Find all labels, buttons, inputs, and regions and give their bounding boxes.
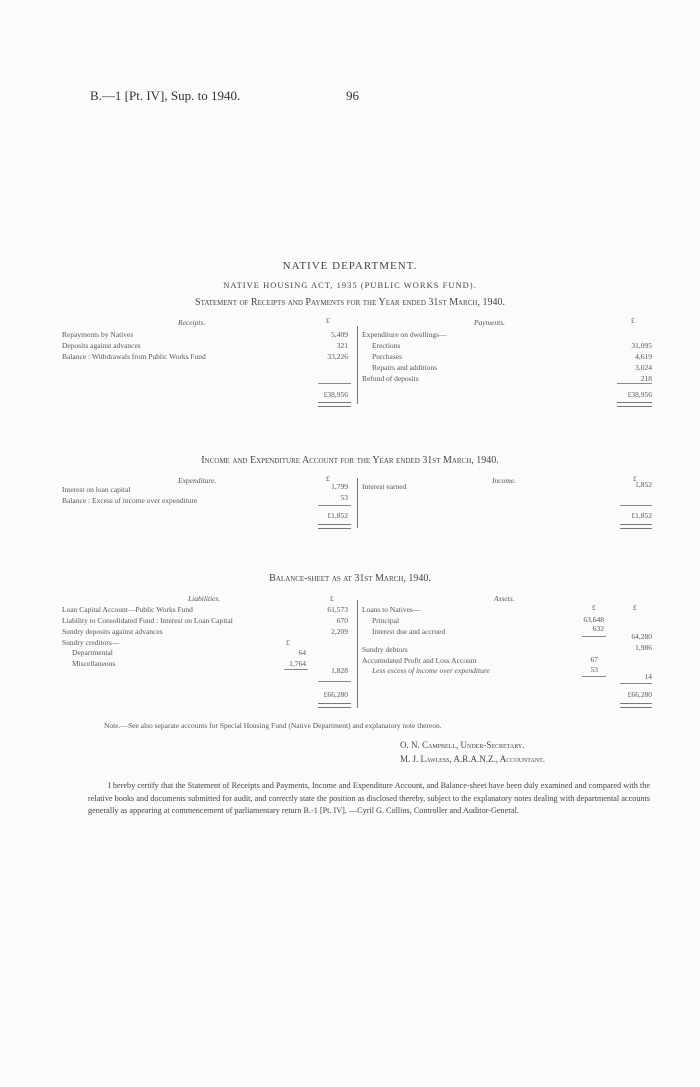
creditors-subheading: Sundry creditors— [62,638,120,647]
total-rule [318,681,351,682]
creditor-label: Departmental [72,648,113,657]
pound-sign: £ [326,474,330,483]
liability-label: Loan Capital Account—Public Works Fund [62,605,193,614]
loan-label: Interest due and accrued [372,627,446,636]
pound-sign: £ [592,603,596,612]
payment-value: 4,619 [635,352,652,361]
profit-loss-value: 67 [590,655,598,664]
assets-heading: Assets. [494,594,515,603]
column-divider [357,326,358,404]
income-label: Interest earned [362,482,407,491]
pound-sign: £ [326,316,330,325]
receipts-total: £38,956 [323,390,348,399]
department-title: NATIVE DEPARTMENT. [282,260,418,272]
debtors-value: 1,986 [635,643,652,652]
payments-total: £38,956 [627,390,652,399]
column-divider [357,478,358,528]
income-heading: Income. [492,476,516,485]
creditors-total: 1,828 [331,666,348,675]
pound-sign: £ [633,603,637,612]
page-number: 96 [346,88,359,103]
payments-subheading: Expenditure on dwellings— [362,330,447,339]
receipts-heading: Receipts. [178,318,206,327]
liability-value: 2,209 [331,627,348,636]
less-excess-label: Less excess of income over expenditure [372,666,490,675]
audit-certificate: I hereby certify that the Statement of Receipts and Payments, Income and Expenditure Account, and Balance-sheet have been duly examined and compared with the relative books and documents submitted for audit, and correctly state the position as disclosed thereby, subject to the explanatory notes dealing with departmental accounts generally as appearing at commencement of parliamentary return B.-1 [Pt. IV]. —Cyril G. Collins, Controller and Auditor-General. [88,781,650,815]
total-rule [318,505,351,506]
total-rule [318,383,351,384]
payment-value: 218 [640,374,652,383]
receipt-value: 33,226 [327,352,348,361]
double-rule [318,402,351,407]
payment-value: 31,095 [631,341,652,350]
loans-subheading: Loans to Natives— [362,605,421,614]
liability-label: Liability to Consolidated Fund : Interest on Loan Capital [62,616,233,625]
payment-label: Erections [372,341,401,350]
pound-sign: £ [633,474,637,483]
payments-heading: Payments. [474,318,506,327]
balance-sheet-title: Balance-sheet as at 31st March, 1940. [269,573,431,584]
loan-value: 632 [592,624,604,633]
liability-value: 670 [336,616,348,625]
income-total: £1,852 [631,511,652,520]
expenditure-value: 1,799 [331,482,348,491]
pound-sign: £ [631,316,635,325]
loan-label: Principal [372,616,400,625]
receipt-label: Deposits against advances [62,341,141,350]
total-rule [620,683,652,684]
expenditure-label: Balance : Excess of income over expenditure [62,496,198,505]
liability-label: Sundry deposits against advances [62,627,163,636]
expenditure-total: £1,852 [327,511,348,520]
expenditure-value: 53 [340,493,348,502]
double-rule [318,524,351,529]
note: Note.—See also separate accounts for Special Housing Fund (Native Department) and explanatory note thereon. [104,721,442,730]
liabilities-heading: Liabilities. [188,594,221,603]
receipt-label: Balance : Withdrawals from Public Works Fund [62,352,206,361]
creditor-value: 1,764 [289,659,306,668]
payment-label: Purchases [372,352,402,361]
income-expenditure-title: Income and Expenditure Account for the Year ended 31st March, 1940. [201,455,499,466]
total-rule [620,505,652,506]
pound-sign: £ [286,638,290,647]
creditor-label: Miscellaneous [72,659,116,668]
payment-value: 3,024 [635,363,652,372]
creditor-value: 64 [298,648,306,657]
assets-total: £66,280 [627,690,652,699]
expenditure-heading: Expenditure. [178,476,217,485]
double-rule [620,703,652,708]
signature-accountant: M. J. Lawless, A.R.A.N.Z., Accountant. [400,754,546,764]
column-divider [357,600,358,708]
net-value: 14 [644,672,652,681]
receipt-value: 5,409 [331,330,348,339]
double-rule [620,524,652,529]
payment-label: Refund of deposits [362,374,419,383]
expenditure-label: Interest on loan capital [62,485,131,494]
loan-value: 63,648 [583,615,604,624]
liabilities-total: £66,280 [323,690,348,699]
double-rule [318,703,351,708]
payment-label: Repairs and additions [372,363,437,372]
signature-under-secretary: O. N. Campbell, Under-Secretary. [400,740,525,750]
profit-loss-label: Accumulated Profit and Loss Account [362,656,477,665]
total-rule [617,383,652,384]
receipts-payments-title: Statement of Receipts and Payments for the Year ended 31st March, 1940. [195,297,505,308]
double-rule [617,402,652,407]
page-reference: B.—1 [Pt. IV], Sup. to 1940. [90,88,241,103]
debtors-label: Sundry debtors [362,645,408,654]
income-value: 1,852 [635,480,652,489]
liability-value: 61,573 [327,605,348,614]
less-excess-value: 53 [590,665,598,674]
loans-total: 64,280 [631,632,652,641]
receipt-label: Repayments by Natives [62,330,134,339]
receipt-value: 321 [336,341,348,350]
pound-sign: £ [330,594,334,603]
act-title: NATIVE HOUSING ACT, 1935 (PUBLIC WORKS FUND). [223,280,477,290]
